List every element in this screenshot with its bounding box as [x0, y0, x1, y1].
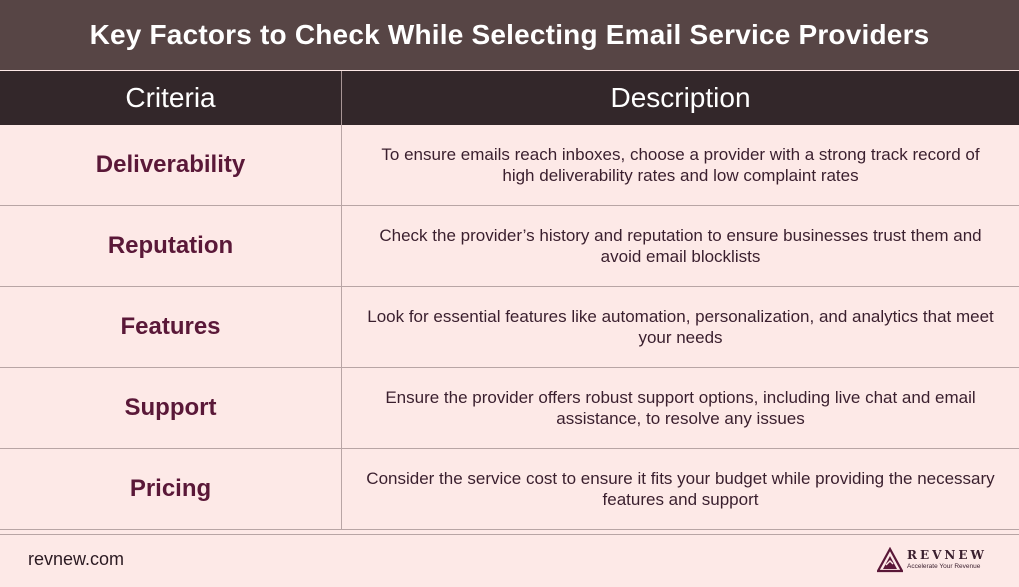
table-header	[0, 71, 1019, 125]
table-row	[0, 449, 1019, 530]
brand-logo	[877, 547, 997, 577]
table-row	[0, 125, 1019, 206]
description-column-header: Description	[610, 82, 751, 113]
logo-name: REVNEW	[907, 548, 988, 562]
website-link[interactable]: revnew.com	[28, 549, 125, 569]
footer	[0, 534, 1019, 587]
table-row	[0, 287, 1019, 368]
table-body	[0, 125, 1019, 530]
criteria-cell: Pricing	[0, 449, 342, 529]
criteria-cell: Reputation	[0, 206, 342, 286]
description-cell: Consider the service cost to ensure it fits your budget while providing the necessary features and support	[366, 469, 995, 509]
page-title: Key Factors to Check While Selecting Email Service Providers	[0, 0, 1019, 70]
table-row	[0, 368, 1019, 449]
description-cell: Ensure the provider offers robust support options, including live chat and email assistance, to resolve any issues	[385, 388, 976, 428]
description-cell: Check the provider’s history and reputation to ensure businesses trust them and avoid email blocklists	[379, 226, 982, 266]
criteria-cell: Deliverability	[0, 125, 342, 205]
criteria-column-header: Criteria	[0, 71, 342, 125]
description-cell: To ensure emails reach inboxes, choose a provider with a strong track record of high deliverability rates and low complaint rates	[381, 145, 980, 185]
criteria-cell: Features	[0, 287, 342, 367]
table-row	[0, 206, 1019, 287]
logo-tagline: Accelerate Your Revenue	[907, 563, 981, 570]
mountain-logo-icon	[877, 547, 903, 573]
description-cell: Look for essential features like automation, personalization, and analytics that meet your needs	[367, 307, 994, 347]
criteria-cell: Support	[0, 368, 342, 448]
